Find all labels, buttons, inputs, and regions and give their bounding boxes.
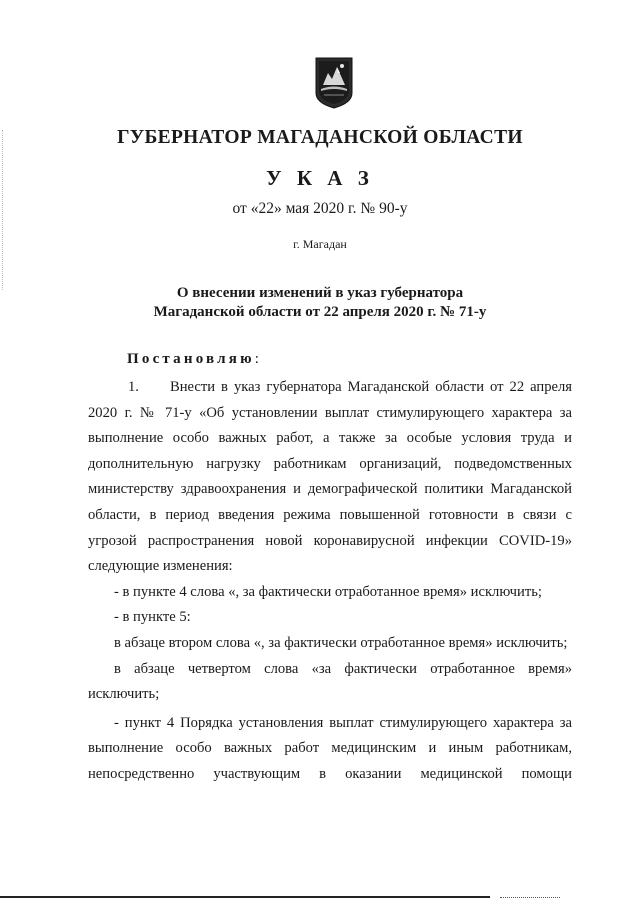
document-type: У К А З — [266, 166, 374, 190]
decree-city: г. Магадан — [293, 237, 347, 251]
page-bottom-rule — [0, 896, 490, 898]
document-title: ГУБЕРНАТОР МАГАДАНСКОЙ ОБЛАСТИ — [117, 127, 523, 148]
list-item: - пункт 4 Порядка установления выплат стимулирующего характера за выполнение особо важных работ медицинским и иным работникам, непосредственно участвующим в оказании медицинской помощи — [88, 714, 572, 782]
ordain-heading — [127, 351, 259, 368]
list-item: - в пункте 4 слова «, за фактически отработанное время» исключить; — [114, 583, 542, 600]
paragraph-1 — [88, 375, 572, 580]
paragraph-number: 1. — [128, 379, 139, 395]
subject-line-1: О внесении изменений в указ губернатора — [176, 285, 464, 301]
list-item: в абзаце четвертом слова «за фактически отработанное время» исключить; — [88, 660, 572, 703]
list-item: в абзаце втором слова «, за фактически отработанное время» исключить; — [114, 634, 568, 651]
decree-subject — [0, 284, 640, 322]
ordain-word: Постановляю — [127, 351, 255, 367]
decree-date-number: от «22» мая 2020 г. № 90-у — [232, 200, 408, 217]
coat-of-arms-icon — [315, 57, 353, 109]
decree-body — [88, 375, 572, 788]
page-bottom-dotted-rule — [500, 897, 560, 899]
ordain-colon: : — [254, 351, 259, 367]
paragraph-1-text: Внести в указ губернатора Магаданской области от 22 апреля 2020 г. № 71-у «Об установлении выплат стимулирующего характера за выполнение особо важных работ, а также за особые условия труда и дополнительную нагрузку работникам организаций, подведомственных министерству здравоохранения и демографической политики Магаданской области, в период введения режима повышенной готовности в связи с угрозой распространения новой коронавирусной инфекции COVID-19» следующие изменения: — [88, 379, 572, 575]
subject-line-2: Магаданской области от 22 апреля 2020 г. № 71-у — [153, 304, 487, 320]
list-item: - в пункте 5: — [114, 609, 191, 626]
